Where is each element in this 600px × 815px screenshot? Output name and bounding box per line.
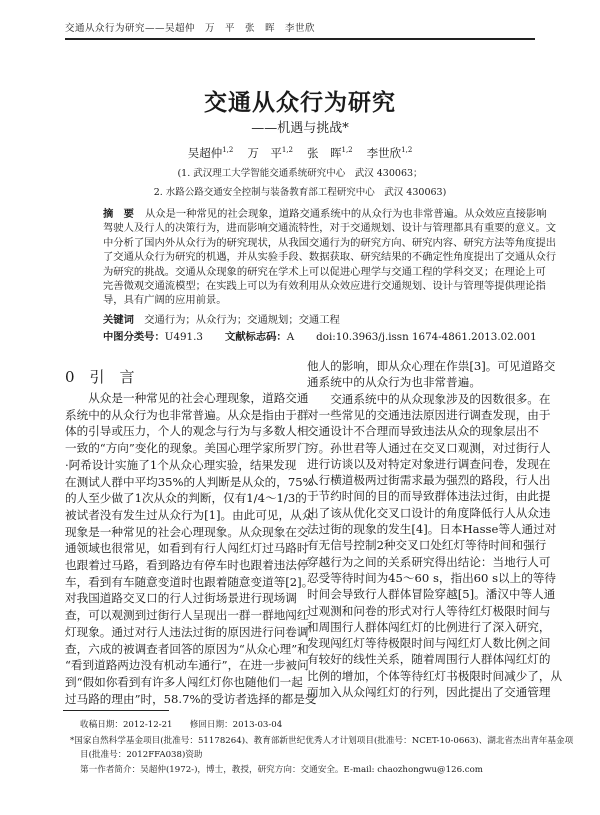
body-text-line: 有较好的线性关系，随着周围行人群体闯红灯的 [307, 652, 551, 667]
body-text-line: 有无信号控制2种交叉口处红灯等待时间和强行 [307, 538, 547, 553]
footnote-funding-cont: 目(批准号：2012FFA038)资助 [80, 750, 203, 760]
abstract-line: 中分析了国内外从众行为的研究现状，从我国交通行为的研究方向、研究内容、研究方法等角度提出 [103, 236, 557, 249]
paper-title: 交通从众行为研究 [204, 89, 396, 116]
author-list [0, 145, 600, 161]
author-affiliation-mark: 1,2 [222, 146, 234, 155]
body-text-line: 穿越行为之间的关系研究得出结论：当地行人可 [307, 554, 551, 569]
body-text-line: “看到道路两边没有机动车通行”，在进一步被问 [65, 658, 309, 673]
keywords-text: 交通行为；从众行为；交通规划；交通工程 [144, 314, 340, 326]
body-text-line: 到“假如你看到有许多人闯红灯你也随他们一起 [65, 674, 303, 689]
body-text-line: 被试者没有发生过从众行为[1]。由此可见，从众 [65, 507, 314, 522]
body-text-line: 系统中的从众行为也非常普遍。从众是指由于群 [65, 407, 309, 422]
author [367, 146, 413, 160]
running-header: 交通从众行为研究——吴超仲 万 平 张 晖 李世欣 [65, 23, 316, 34]
body-text-line: 人行横道极两过街需求最为强烈的路段，行人出 [307, 473, 551, 488]
body-text-line: 也跟着过马路，看到路边有停车时也跟着违法停 [65, 558, 309, 572]
section-heading: 0 引 言 [65, 368, 135, 386]
keywords [103, 311, 340, 326]
abstract-label: 摘 要 [103, 208, 134, 220]
body-text-line: 法过街的现象的发生[4]。日本Hasse等人通过对 [307, 522, 557, 536]
body-text-line: 现象是一种常见的社会心理现象。从众现象在交 [65, 524, 309, 539]
author [247, 146, 293, 160]
affiliation-1: (1. 武汉理工大学智能交通系统研究中心 武汉 430063； [177, 168, 423, 179]
body-text-line: 查，可以观测到过街行人呈现出一群一群地闯红 [65, 608, 309, 623]
footnote-rule [63, 710, 169, 711]
body-text-line: 车，看到有车随意变道时也跟着随意变道等[2]。 [65, 574, 314, 589]
body-text-line: 通领域也很常见，如看到有行人闯红灯过马路时 [65, 541, 309, 556]
footnote-funding: *国家自然科学基金项目(批准号：51178264)、教育部新世纪优秀人才计划项目(批准号：NCET-10-0663)、湖北省杰出青年基金项 [70, 736, 574, 746]
body-text-line: 一致的“方向”变化的现象。美国心理学家所罗门 [65, 441, 309, 456]
keywords-label: 关键词 [103, 314, 134, 326]
author-affiliation-mark: 1,2 [401, 146, 413, 155]
clc-value: U491.3 [164, 331, 203, 343]
footnote-dates: 收稿日期：2012-12-21 修回日期：2013-03-04 [80, 720, 283, 730]
doc-code-label: 文献标志码： [224, 331, 287, 343]
body-text-line: 在测试人群中平均35%的人判断是从众的，75% [65, 474, 314, 489]
abstract-line: 为研究的挑战。交通从众现象的研究在学术上可以促进心理学与交通工程的学科交叉；在理论上可 [103, 265, 546, 278]
abstract-line: 驾驶人及行人的决策行为，进而影响交通流特性，对于交通规划、设计与管理都具有重要的意义。文 [103, 222, 557, 235]
affiliation-2: 2. 水路公路交通安全控制与装备教育部工程研究中心 武汉 430063) [153, 187, 447, 198]
body-text-line: 出了该从优化交叉口设计的角度降低行人从众违 [307, 505, 551, 520]
abstract-line: 了交通从众行为研究的机遇，并从实验手段、数据获取、研究结果的不确定性角度提出了交通从众行 [103, 251, 557, 264]
header-rule [65, 38, 535, 40]
body-text-line: 从众是一种常见的社会心理现象，道路交通 [65, 391, 309, 405]
paper-subtitle: ——机遇与挑战* [251, 121, 349, 136]
clc-label: 中图分类号： [103, 331, 165, 343]
doi: doi:10.3963/j.issn 1674-4861.2013.02.001 [316, 331, 537, 343]
body-text-line: 的人至少做了1次从众的判断，仅有1/4～1/3的 [65, 491, 307, 506]
author-name: 张 晖 [307, 146, 342, 160]
body-text-line: ·阿希设计实施了1个从众心理实验，结果发现 [65, 457, 297, 472]
body-text-line: 对我国道路交叉口的行人过街场景进行现场调 [65, 591, 297, 606]
body-text-line: 忍受等待时间为45～60 s，指出60 s以上的等待 [307, 570, 557, 585]
body-text-line: 查，六成的被调查者回答的原因为“从众心理”和 [65, 641, 309, 656]
body-text-line: 而加入从众闯红灯的行列，因此提出了交通管理 [307, 685, 551, 699]
body-text-line: 过观测和问卷的形式对行人等待红灯极限时间与 [307, 603, 551, 618]
body-text-line: 进行访谈以及对特定对象进行调查问卷，发现在 [307, 456, 551, 471]
body-text-line: 通系统中的从众行为也非常普遍。 [307, 375, 481, 390]
body-text-line: 灯现象。通过对行人违法过街的原因进行问卷调 [65, 624, 309, 639]
classification-line [103, 328, 537, 343]
body-text-line: 体的引导或压力，个人的观念与行为与多数人相 [65, 424, 309, 439]
author-affiliation-mark: 1,2 [341, 146, 353, 155]
doc-code-value: A [286, 331, 295, 343]
body-text-line: 穷。孙世君等人通过在交叉口观测，对过街行人 [307, 440, 551, 455]
body-text-line: 发现闯红灯等待极限时间与闯红灯人数比例之间 [307, 636, 551, 651]
body-text-line: 比例的增加，个体等待红灯书极限时间减少了，从 [307, 668, 563, 683]
author-name: 吴超仲 [187, 146, 223, 160]
author [188, 146, 234, 160]
abstract-line: 导，具有广阔的应用前景。 [103, 294, 227, 307]
footnote-author-bio: 第一作者简介：吴超仲(1972-)，博士，教授，研究方向：交通安全。E-mail: chaozhongwu@126.com [80, 765, 483, 775]
body-text-line: 交通设计不合理而导致违法从众的现象层出不 [307, 424, 539, 439]
body-text-line: 对一些常见的交通违法原因进行调查发现，由于 [307, 407, 551, 422]
body-text-line: 交通系统中的从众现象涉及的因数很多。在 [307, 391, 551, 406]
body-text-line: 时间会导致行人群体冒险穿越[5]。潘汉中等人通 [307, 587, 556, 602]
body-text-line: 于节约时间的目的而导致群体违法过街，由此提 [307, 489, 551, 504]
author-name: 李世欣 [366, 146, 402, 160]
body-text-line: 和周围行人群体闯红灯的比例进行了深入研究， [307, 619, 551, 634]
abstract-line: 从众是一种常见的社会现象，道路交通系统中的从众行为也非常普遍。从众效应直接影响 [145, 208, 547, 220]
body-text-line: 他人的影响，即从众心理在作祟[3]。可见道路交 [307, 359, 556, 373]
author-affiliation-mark: 1,2 [281, 146, 293, 155]
body-text-line: 过马路的理由”时，58.7%的受访者选择的都是受 [65, 691, 317, 706]
author [307, 146, 353, 160]
author-name: 万 平 [247, 146, 282, 160]
abstract-line: 完善微观交通流模型；在实践上可以为有效利用从众效应进行交通规划、设计与管理等提供理论指 [103, 280, 546, 292]
